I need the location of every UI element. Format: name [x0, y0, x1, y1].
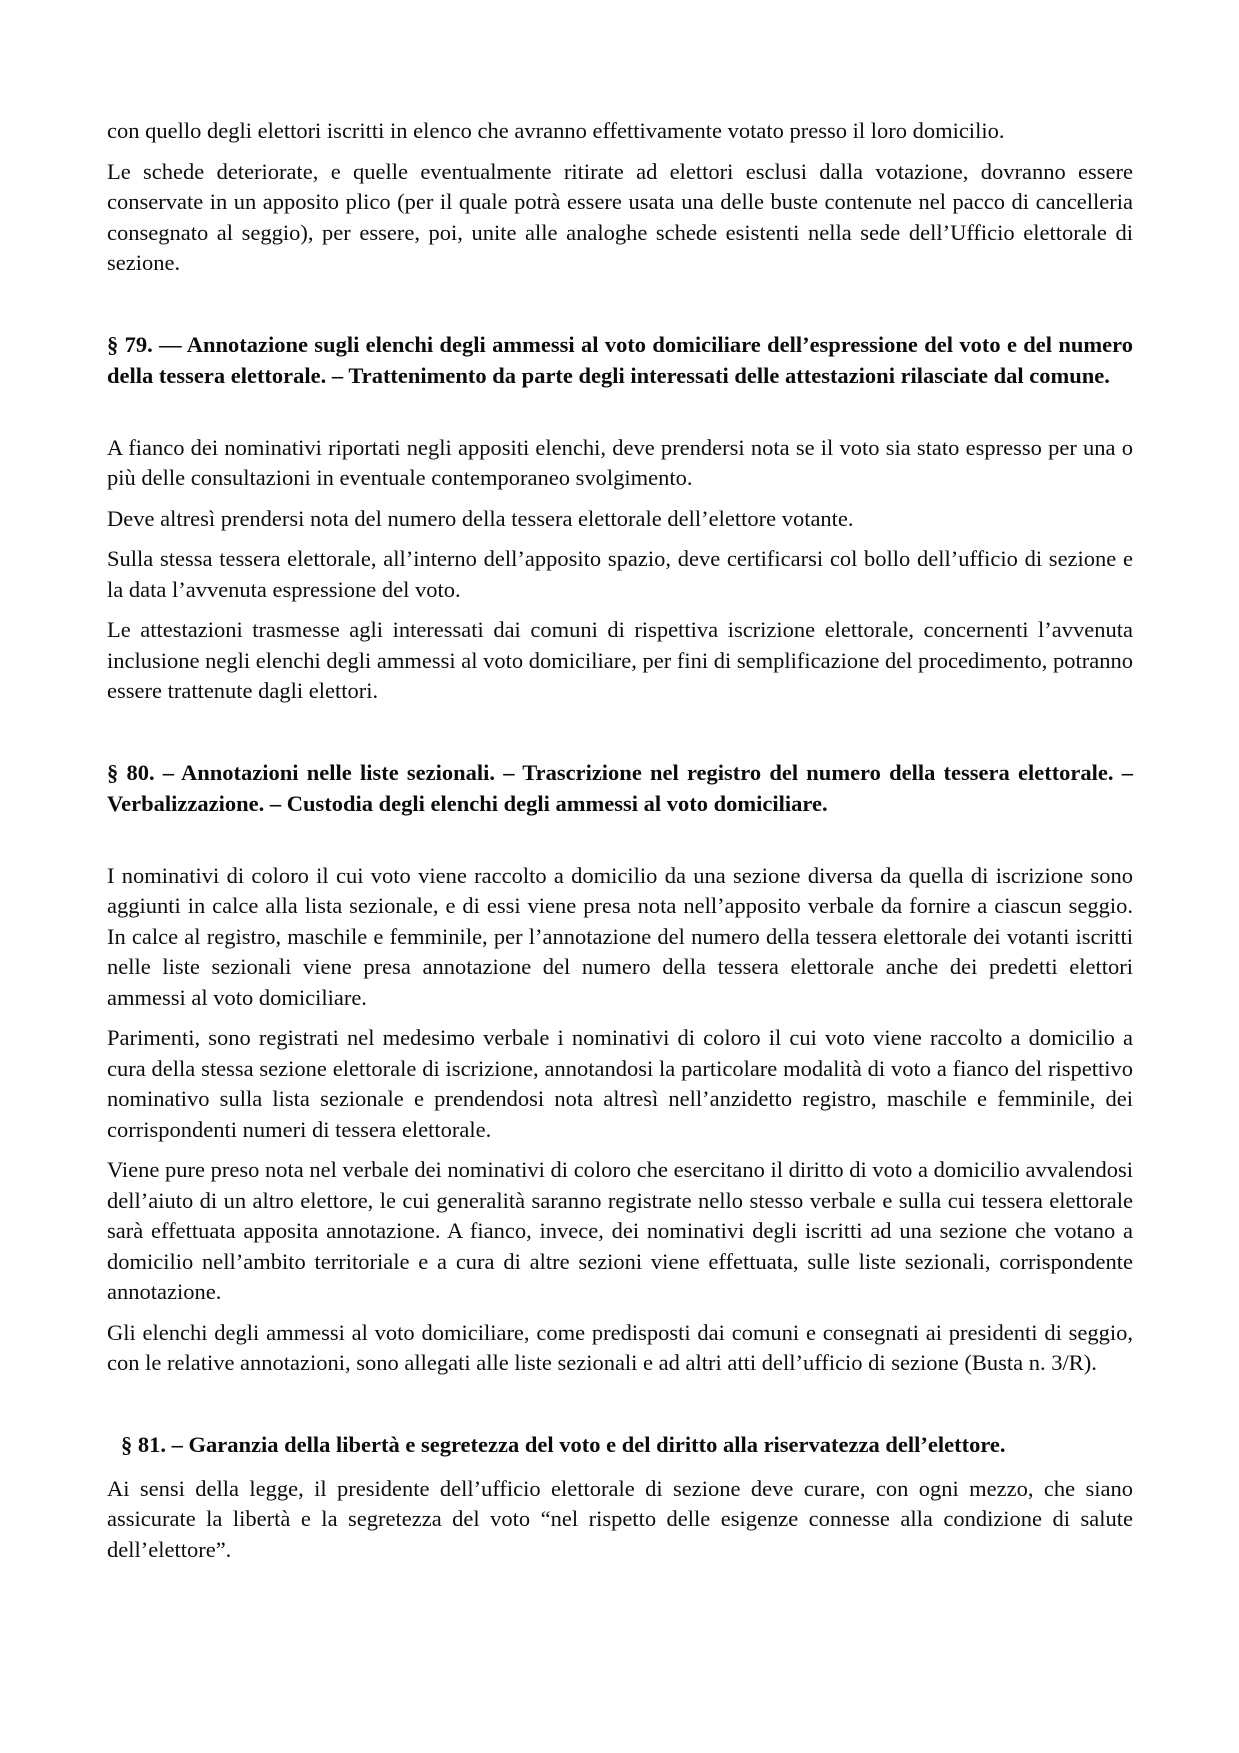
paragraph-gli-elenchi-ammessi: Gli elenchi degli ammessi al voto domiciliare, come predisposti dai comuni e consegnati ai presidenti di seggio, con le relative annotazioni, sono allegati alle liste sezionali e ad altri atti dell’ufficio di sezione (Busta n. 3/R). [107, 1319, 1133, 1375]
paragraph-deve-altresi: Deve altresì prendersi nota del numero della tessera elettorale dell’elettore votante. [107, 505, 854, 531]
paragraph-sulla-stessa-tessera: Sulla stessa tessera elettorale, all’interno dell’apposito spazio, deve certificarsi col bollo dell’ufficio di sezione e la data l’avvenuta espressione del voto. [107, 546, 1133, 602]
paragraph-attestazioni-trasmesse: Le attestazioni trasmesse agli interessati dai comuni di rispettiva iscrizione elettorale, concernenti l’avvenuta inclusione negli elenchi degli ammessi al voto domiciliare, per fini di semplificazione del procedimento, potranno essere trattenute dagli elettori. [107, 617, 1133, 703]
paragraph-nominativi-raccolto-domicilio: I nominativi di coloro il cui voto viene raccolto a domicilio da una sezione diversa da quella di iscrizione sono aggiunti in calce alla lista sezionale, e di essi viene presa nota nell’apposito verbale da fornire a ciascun seggio. In calce al registro, maschile e femminile, per l’annotazione del numero della tessera elettorale dei votanti iscritti nelle liste sezionali viene presa annotazione del numero della tessera elettorale anche dei predetti elettori ammessi al voto domiciliare. [107, 862, 1133, 1010]
paragraph-ai-sensi-della-legge: Ai sensi della legge, il presidente dell’ufficio elettorale di sezione deve curare, con ogni mezzo, che siano assicurate la libertà e la segretezza del voto “nel rispetto delle esigenze connesse alla condizione di salute dell’elettore”. [107, 1475, 1133, 1562]
paragraph-schede-deteriorate: Le schede deteriorate, e quelle eventualmente ritirate ad elettori esclusi dalla votazione, dovranno essere conservate in un apposito plico (per il quale potrà essere usata una delle buste contenute nel pacco di cancelleria consegnato al seggio), per essere, poi, unite alle analoghe schede esistenti nella sede dell’Ufficio elettorale di sezione. [107, 158, 1133, 275]
paragraph-parimenti-registrati: Parimenti, sono registrati nel medesimo verbale i nominativi di coloro il cui voto viene raccolto a domicilio a cura della stessa sezione elettorale di iscrizione, annotandosi la particolare modalità di voto a fianco del rispettivo nominativo sulla lista sezionale e prendendosi nota altresì nell’anzidetto registro, maschile e femminile, dei corrispondenti numeri di tessera elettorale. [107, 1025, 1133, 1142]
section-heading-81: § 81. – Garanzia della libertà e segretezza del voto e del diritto alla riservatezza dell’elettore. [121, 1431, 1006, 1457]
paragraph-viene-pure-preso-nota: Viene pure preso nota nel verbale dei nominativi di coloro che esercitano il diritto di voto a domicilio avvalendosi dell’aiuto di un altro elettore, le cui generalità saranno registrate nello stesso verbale e sulla cui tessera elettorale sarà effettuata apposita annotazione. A fianco, invece, dei nominativi degli iscritti ad una sezione che votano a domicilio nell’ambito territoriale e a cura di altre sezioni viene effettuata, sulle liste sezionali, corrispondente annotazione. [107, 1157, 1133, 1304]
paragraph-intro-continuation: con quello degli elettori iscritti in elenco che avranno effettivamente votato presso il loro domicilio. [107, 118, 1005, 143]
section-heading-80: § 80. – Annotazioni nelle liste sezionali. – Trascrizione nel registro del numero della tessera elettorale. – Verbalizzazione. – Custodia degli elenchi degli ammessi al voto domiciliare. [107, 759, 1133, 816]
section-heading-79: § 79. — Annotazione sugli elenchi degli ammessi al voto domiciliare dell’espressione del voto e del numero della tessera elettorale. – Trattenimento da parte degli interessati delle attestazioni rilasciate dal comune. [107, 331, 1133, 388]
document-body [107, 116, 1133, 1565]
paragraph-a-fianco-nominativi: A fianco dei nominativi riportati negli appositi elenchi, deve prendersi nota se il voto sia stato espresso per una o più delle consultazioni in eventuale contemporaneo svolgimento. [107, 434, 1133, 490]
